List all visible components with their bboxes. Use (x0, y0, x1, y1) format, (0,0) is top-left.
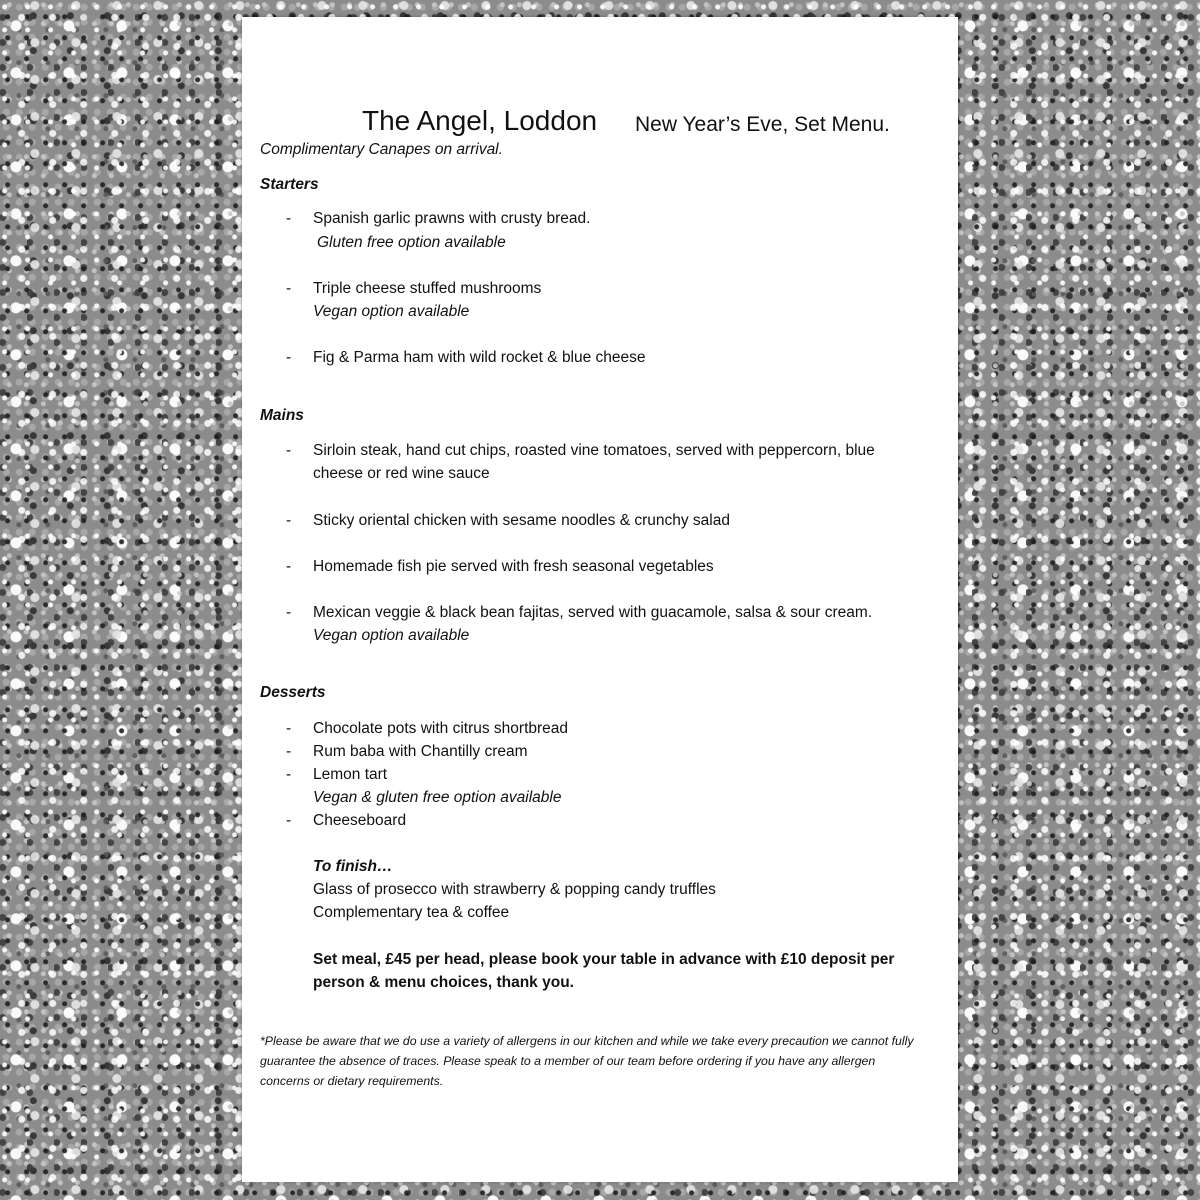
starter-item: Fig & Parma ham with wild rocket & blue cheese (313, 349, 646, 366)
bullet-dash: - (286, 743, 292, 760)
starter-item: Spanish garlic prawns with crusty bread. (313, 210, 591, 227)
allergen-disclaimer: *Please be aware that we do use a variety of allergens in our kitchen and while we take every precaution we cannot fully guarantee the absence of traces. Please speak to a member of our team before ordering if you have any allergen concerns or dietary requirements. (260, 1034, 914, 1088)
finish-line: Complementary tea & coffee (313, 904, 510, 921)
main-item: Sticky oriental chicken with sesame noodles & crunchy salad (313, 512, 730, 529)
bullet-dash: - (286, 210, 292, 227)
price-note: Set meal, £45 per head, please book your table in advance with £10 deposit per (313, 951, 895, 968)
main-item: Mexican veggie & black bean fajitas, served with guacamole, salsa & sour cream. (313, 604, 873, 621)
starter-note: Gluten free option available (317, 234, 506, 251)
bullet-dash: - (286, 349, 292, 366)
dessert-item: Rum baba with Chantilly cream (313, 743, 528, 760)
mains-heading: Mains (260, 407, 304, 424)
starter-note: Vegan option available (313, 303, 470, 320)
bullet-dash: - (286, 442, 292, 459)
main-note: Vegan option available (313, 627, 470, 644)
bullet-dash: - (286, 280, 292, 297)
desserts-heading: Desserts (260, 684, 326, 701)
menu-sheet (242, 17, 958, 1182)
bullet-dash: - (286, 604, 292, 621)
finish-heading: To finish… (313, 858, 393, 875)
main-item: Sirloin steak, hand cut chips, roasted vine tomatoes, served with peppercorn, blue (313, 442, 875, 459)
bullet-dash: - (286, 512, 292, 529)
dessert-item: Chocolate pots with citrus shortbread (313, 720, 569, 737)
bullet-dash: - (286, 766, 292, 783)
canapes-note: Complimentary Canapes on arrival. (260, 141, 503, 158)
restaurant-name: The Angel, Loddon (362, 105, 598, 136)
dessert-item: Lemon tart (313, 766, 388, 783)
dessert-item: Cheeseboard (313, 812, 407, 829)
bullet-dash: - (286, 558, 292, 575)
main-item: Homemade fish pie served with fresh seasonal vegetables (313, 558, 714, 575)
main-item-continued: cheese or red wine sauce (313, 465, 490, 482)
starters-heading: Starters (260, 176, 319, 193)
event-title: New Year’s Eve, Set Menu. (635, 113, 890, 136)
starter-item: Triple cheese stuffed mushrooms (313, 280, 542, 297)
bullet-dash: - (286, 720, 292, 737)
dessert-note: Vegan & gluten free option available (313, 789, 562, 806)
price-note-continued: person & menu choices, thank you. (313, 974, 574, 991)
bullet-dash: - (286, 812, 292, 829)
finish-line: Glass of prosecco with strawberry & popping candy truffles (313, 881, 716, 898)
menu-header (242, 105, 958, 145)
